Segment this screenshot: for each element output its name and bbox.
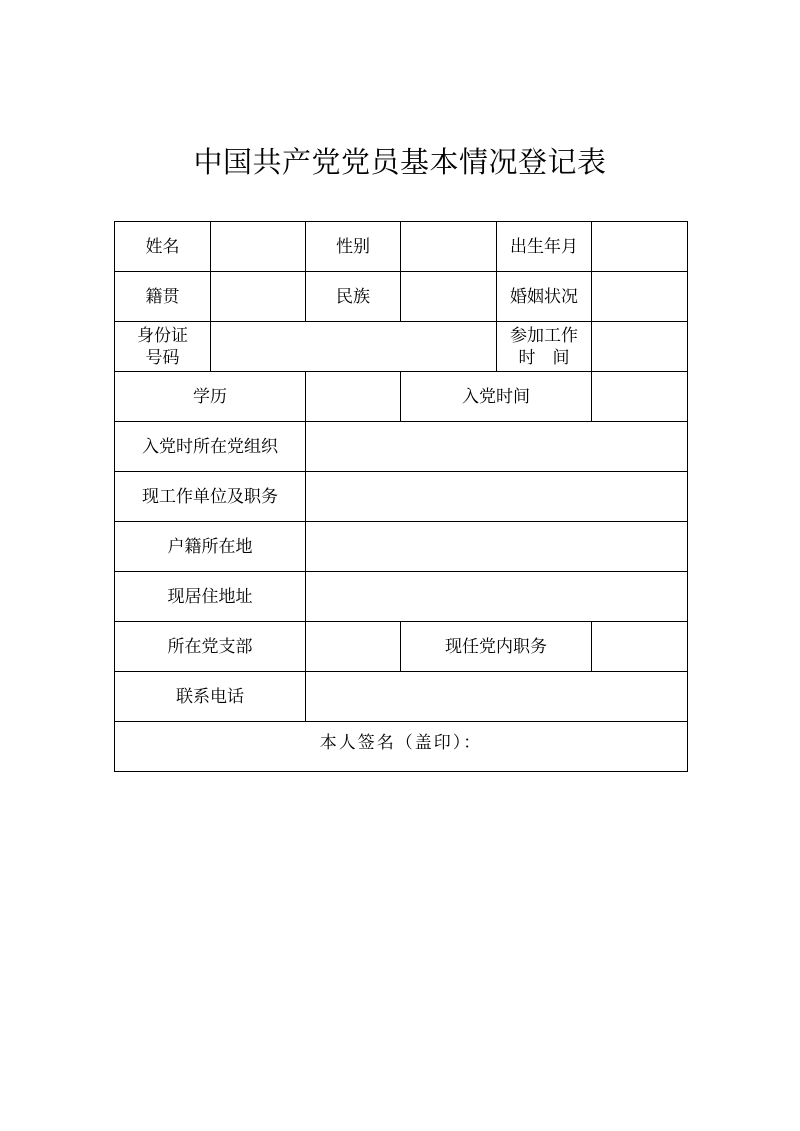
party-branch-field[interactable] [306,622,401,672]
row-phone [115,672,688,722]
registration-form-table [114,221,688,772]
id-number-label-line1: 身份证 [137,325,188,346]
birth-date-label: 出生年月 [497,222,592,272]
education-field[interactable] [306,372,401,422]
row-basic-1 [115,222,688,272]
name-label: 姓名 [115,222,211,272]
id-number-label-line2: 号码 [145,347,180,368]
page-title: 中国共产党党员基本情况登记表 [193,145,607,179]
row-join-party-org [115,422,688,472]
current-job-field[interactable] [306,472,688,522]
join-party-org-label: 入党时所在党组织 [115,422,306,472]
phone-label: 联系电话 [115,672,306,722]
ethnicity-label: 民族 [306,272,401,322]
address-field[interactable] [306,572,688,622]
row-basic-2 [115,272,688,322]
native-place-field[interactable] [211,272,306,322]
education-label: 学历 [115,372,306,422]
phone-field[interactable] [306,672,688,722]
row-address [115,572,688,622]
party-branch-label: 所在党支部 [115,622,306,672]
ethnicity-field[interactable] [401,272,497,322]
marital-status-field[interactable] [592,272,688,322]
work-start-label-line1: 参加工作 [510,325,578,346]
row-signature [115,722,688,772]
gender-label: 性别 [306,222,401,272]
row-household [115,522,688,572]
party-position-label: 现任党内职务 [401,622,592,672]
work-start-label-line2: 时 间 [518,347,570,368]
party-position-field[interactable] [592,622,688,672]
birth-date-field[interactable] [592,222,688,272]
native-place-label: 籍贯 [115,272,211,322]
row-current-job [115,472,688,522]
name-field[interactable] [211,222,306,272]
household-label: 户籍所在地 [115,522,306,572]
join-party-time-field[interactable] [592,372,688,422]
row-education [115,372,688,422]
join-party-time-label: 入党时间 [401,372,592,422]
row-branch [115,622,688,672]
signature-label: 本人签名（盖印）： [319,732,483,753]
address-label: 现居住地址 [115,572,306,622]
work-start-field[interactable] [592,322,688,372]
household-field[interactable] [306,522,688,572]
join-party-org-field[interactable] [306,422,688,472]
current-job-label: 现工作单位及职务 [115,472,306,522]
row-id [115,322,688,372]
marital-status-label: 婚姻状况 [497,272,592,322]
id-number-label [115,322,211,372]
signature-area[interactable] [115,722,688,772]
id-number-field[interactable] [211,322,497,372]
gender-field[interactable] [401,222,497,272]
work-start-label [497,322,592,372]
